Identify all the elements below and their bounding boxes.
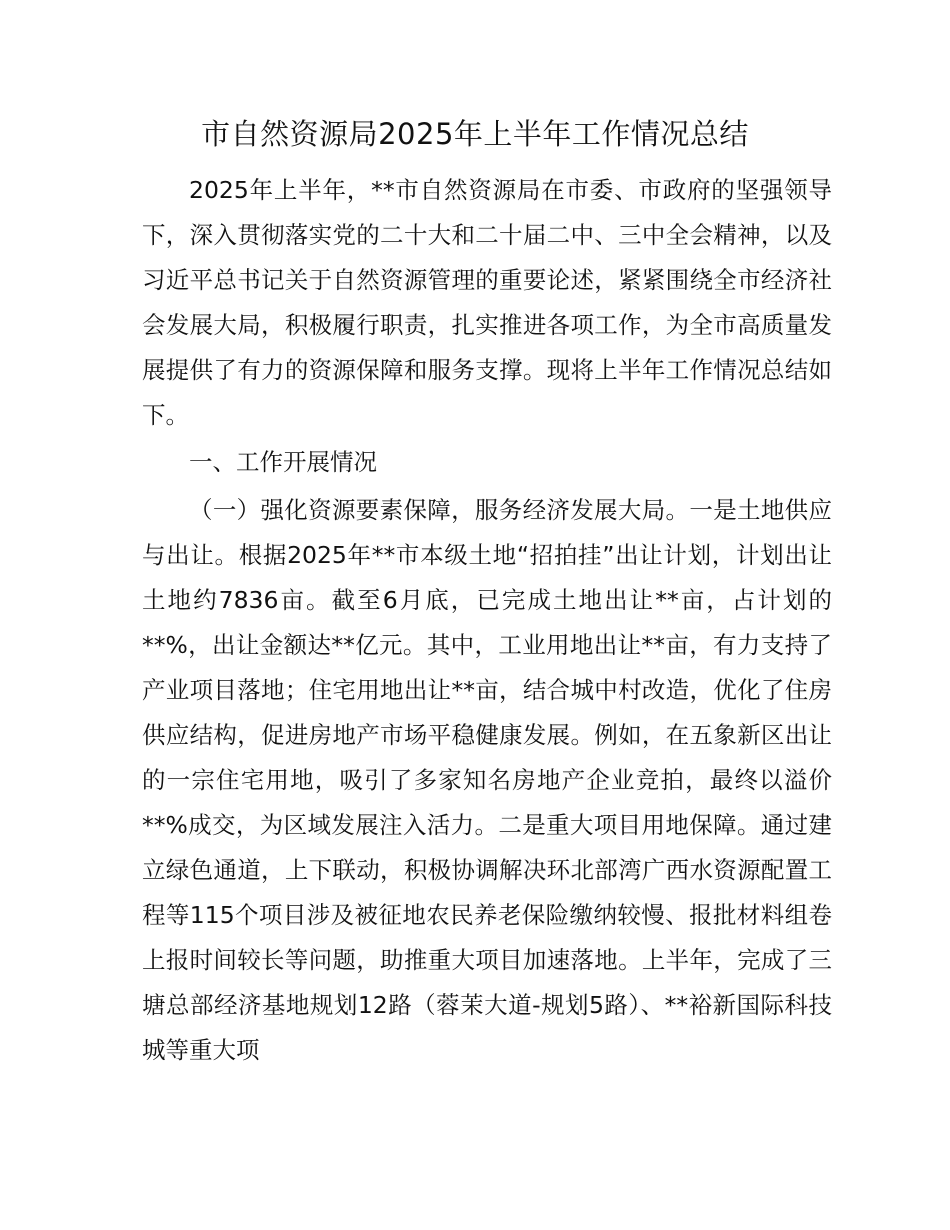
section-heading: 一、工作开展情况 xyxy=(189,448,377,476)
section-1-paragraph: （一）强化资源要素保障，服务经济发展大局。一是土地供应与出让。根据2025年**市本级土地“招拍挂”出让计划，计划出让土地约7836亩。截至6月底，已完成土地出让**亩，占计划的**%，出让金额达**亿元。其中，工业用地出让**亩，有力支持了产业项目落地；住宅用地出让**亩，结合城中村改造，优化了住房供应结构，促进房地产市场平稳健康发展。例如，在五象新区出让的一宗住宅用地，吸引了多家知名房地产企业竞拍，最终以溢价**%成交，为区域发展注入活力。二是重大项目用地保障。通过建立绿色通道，上下联动，积极协调解决环北部湾广西水资源配置工程等115个项目涉及被征地农民养老保险缴纳较慢、报批材料组卷上报时间较长等问题，助推重大项目加速落地。上半年，完成了三塘总部经济基地规划12路（蓉茉大道-规划5路）、**裕新国际科技城等重大项 xyxy=(142,496,832,1064)
document-title: 市自然资源局2025年上半年工作情况总结 xyxy=(201,117,749,151)
document-body xyxy=(142,168,832,1073)
intro-paragraph: 2025年上半年，**市自然资源局在市委、市政府的坚强领导下，深入贯彻落实党的二十大和二十届二中、三中全会精神，以及习近平总书记关于自然资源管理的重要论述，紧紧围绕全市经济社会发展大局，积极履行职责，扎实推进各项工作，为全市高质量发展提供了有力的资源保障和服务支撑。现将上半年工作情况总结如下。 xyxy=(142,176,832,429)
